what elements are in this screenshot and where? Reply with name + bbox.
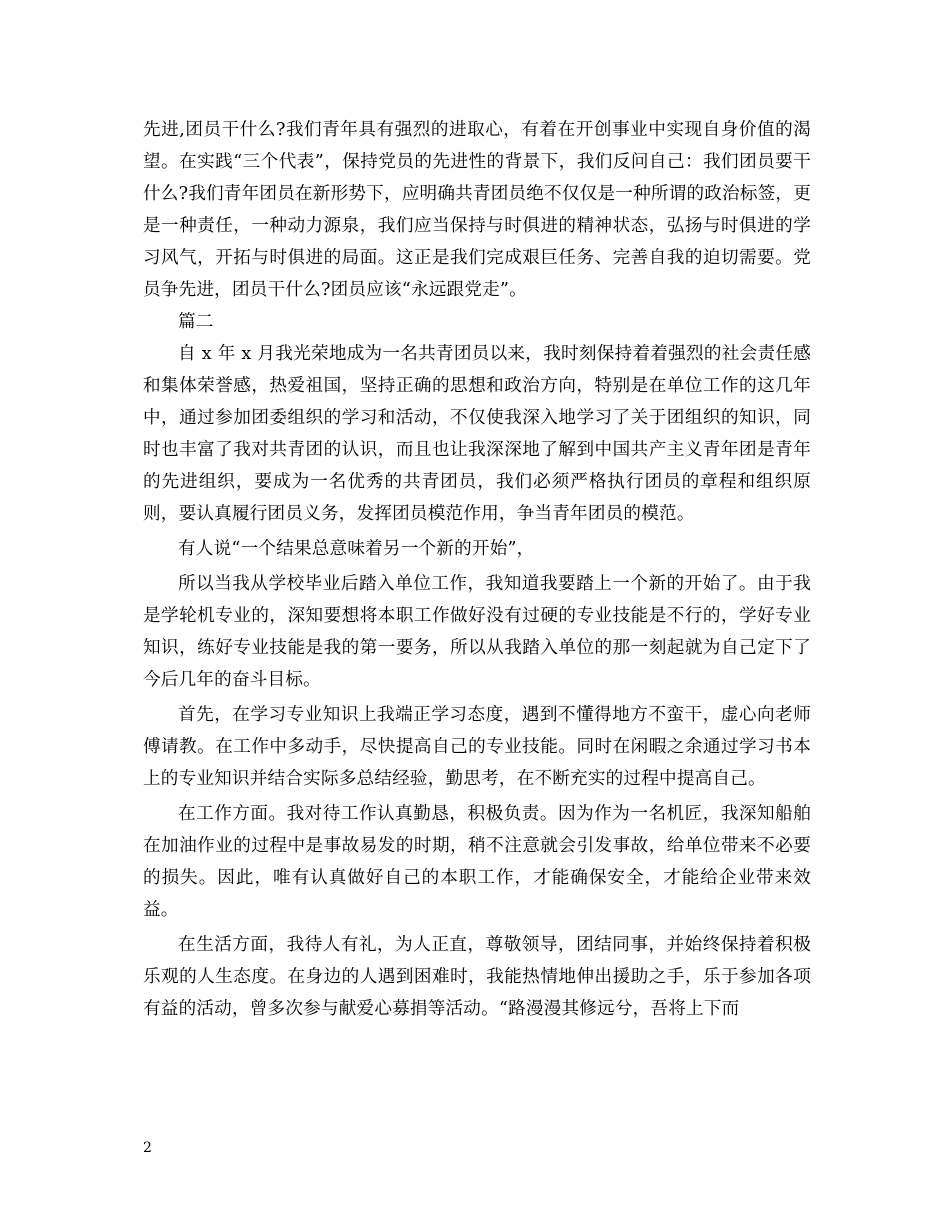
paragraph-continuation: 先进,团员干什么?我们青年具有强烈的进取心，有着在开创事业中实现自身价值的渴望。在实践“三个代表”，保持党员的先进性的背景下，我们反问自己：我们团员要干什么?我们青年团员在新形势下，应明确共青团员绝不仅仅是一种所谓的政治标签，更是一种责任，一种动力源泉，我们应当保持与时俱进的精神状态，弘扬与时俱进的学习风气，开拓与时俱进的局面。这正是我们完成艰巨任务、完善自我的迫切需要。党员争先进，团员干什么?团员应该“永远跟党走”。 xyxy=(143,120,812,300)
paragraph: 首先，在学习专业知识上我端正学习态度，遇到不懂得地方不蛮干，虚心向老师傅请教。在工作中多动手，尽快提高自己的专业技能。同时在闲暇之余通过学习书本上的专业知识并结合实际多总结经验，勤思考，在不断充实的过程中提高自己。 xyxy=(143,705,811,789)
paragraph: 有人说“一个结果总意味着另一个新的开始”， xyxy=(178,539,535,559)
page-number: 2 xyxy=(143,1140,152,1156)
paragraph: 自 x 年 x 月我光荣地成为一名共青团员以来，我时刻保持着着强烈的社会责任感和集体荣誉感，热爱祖国，坚持正确的思想和政治方向，特别是在单位工作的这几年中，通过参加团委组织的学习和活动，不仅使我深入地学习了关于团组织的知识，同时也丰富了我对共青团的认识，而且也让我深深地了解到中国共产主义青年团是青年的先进组织，要成为一名优秀的共青团员，我们必须严格执行团员的章程和组织原则，要认真履行团员义务，发挥团员模范作用，争当青年团员的模范。 xyxy=(143,344,811,524)
paragraph: 所以当我从学校毕业后踏入单位工作，我知道我要踏上一个新的开始了。由于我是学轮机专业的，深知要想将本职工作做好没有过硬的专业技能是不行的，学好专业知识，练好专业技能是我的第一要务，所以从我踏入单位的那一刻起就为自己定下了今后几年的奋斗目标。 xyxy=(143,574,811,690)
paragraph: 在工作方面。我对待工作认真勤恳，积极负责。因为作为一名机匠，我深知船舶在加油作业的过程中是事故易发的时期，稍不注意就会引发事故，给单位带来不必要的损失。因此，唯有认真做好自己的本职工作，才能确保安全，才能给企业带来效益。 xyxy=(143,804,811,920)
section-heading: 篇二 xyxy=(178,312,214,332)
body-text xyxy=(143,114,811,1025)
paragraph: 在生活方面，我待人有礼，为人正直，尊敬领导，团结同事，并始终保持着积极乐观的人生态度。在身边的人遇到困难时，我能热情地伸出援助之手，乐于参加各项有益的活动，曾多次参与献爱心募捐等活动。“路漫漫其修远兮，吾将上下而 xyxy=(143,935,811,1019)
